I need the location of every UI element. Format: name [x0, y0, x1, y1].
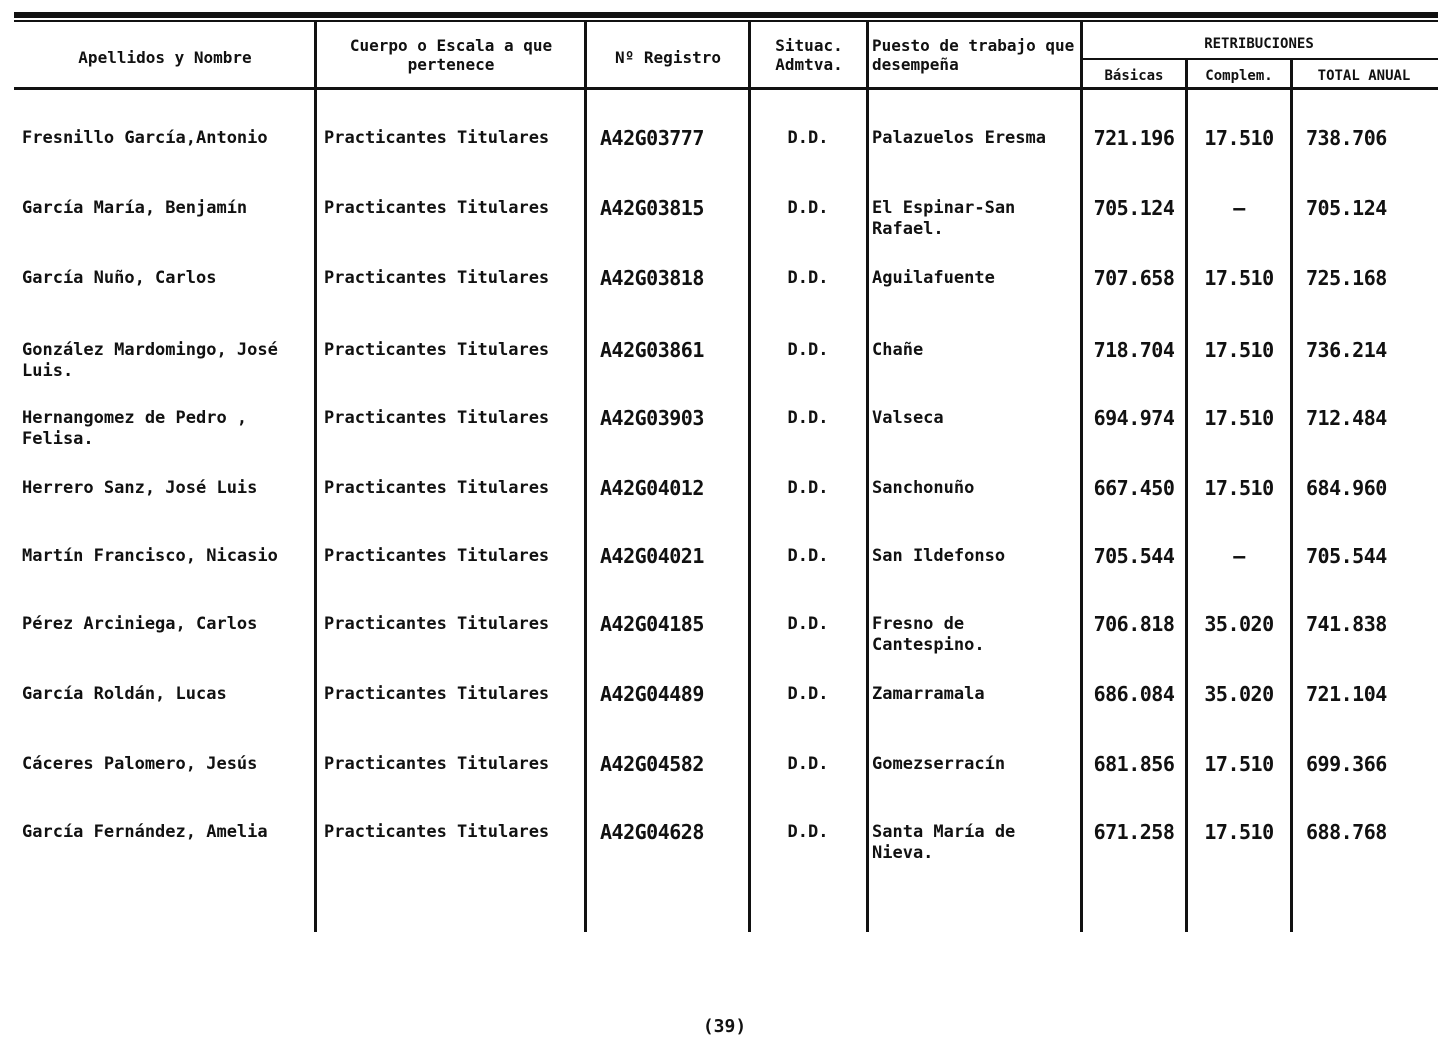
cell-cuerpo: Practicantes Titulares — [324, 128, 550, 148]
cell-cuerpo: Practicantes Titulares — [324, 684, 550, 704]
cell-basicas: 721.196 — [1093, 126, 1175, 150]
cell-complem: 17.510 — [1204, 266, 1274, 290]
cell-registro: A42G04012 — [600, 476, 704, 500]
cell-situacion: D.D. — [787, 546, 829, 566]
cell-total: 699.366 — [1306, 752, 1387, 776]
cell-name: García Fernández, Amelia — [22, 822, 268, 842]
cell-cuerpo: Practicantes Titulares — [324, 614, 550, 634]
cell-puesto: Zamarramala — [872, 684, 985, 704]
cell-basicas: 681.856 — [1093, 752, 1175, 776]
cell-registro: A42G03903 — [600, 406, 704, 430]
cell-cuerpo: Practicantes Titulares — [324, 198, 550, 218]
cell-total: 684.960 — [1306, 476, 1387, 500]
cell-puesto: Palazuelos Eresma — [872, 128, 1046, 148]
cell-name: Fresnillo García,Antonio — [22, 128, 268, 148]
cell-name: Herrero Sanz, José Luis — [22, 478, 258, 498]
cell-complem: 17.510 — [1204, 752, 1274, 776]
header-cuerpo: Cuerpo o Escala a que pertenece — [349, 36, 553, 74]
header-registro: Nº Registro — [615, 48, 721, 67]
retribuciones-rule — [1082, 58, 1438, 60]
cell-puesto: Chañe — [872, 340, 924, 360]
cell-puesto: Fresno de Cantespino. — [872, 614, 985, 655]
cell-situacion: D.D. — [787, 268, 829, 288]
cell-complem: — — [1233, 196, 1245, 220]
cell-name: Pérez Arciniega, Carlos — [22, 614, 258, 634]
cell-registro: A42G03815 — [600, 196, 704, 220]
header-complem: Complem. — [1205, 68, 1273, 84]
cell-situacion: D.D. — [787, 478, 829, 498]
cell-puesto: Aguilafuente — [872, 268, 995, 288]
page-number: (39) — [702, 1016, 747, 1037]
cell-cuerpo: Practicantes Titulares — [324, 408, 550, 428]
cell-basicas: 707.658 — [1093, 266, 1175, 290]
column-divider — [314, 20, 317, 932]
column-divider — [584, 20, 587, 932]
column-divider — [1290, 60, 1293, 932]
cell-complem: 17.510 — [1204, 126, 1274, 150]
cell-registro: A42G03777 — [600, 126, 704, 150]
cell-cuerpo: Practicantes Titulares — [324, 546, 550, 566]
cell-complem: 17.510 — [1204, 338, 1274, 362]
column-divider — [748, 20, 751, 932]
column-divider — [866, 20, 869, 932]
cell-registro: A42G04021 — [600, 544, 704, 568]
cell-complem: — — [1233, 544, 1245, 568]
cell-total: 705.124 — [1306, 196, 1387, 220]
cell-situacion: D.D. — [787, 684, 829, 704]
column-divider — [1080, 20, 1083, 932]
cell-situacion: D.D. — [787, 408, 829, 428]
cell-basicas: 686.084 — [1093, 682, 1175, 706]
header-puesto: Puesto de trabajo que desempeña — [872, 36, 1075, 74]
cell-name: Martín Francisco, Nicasio — [22, 546, 278, 566]
cell-total: 738.706 — [1306, 126, 1387, 150]
cell-puesto: El Espinar-San Rafael. — [872, 198, 1016, 239]
cell-registro: A42G04628 — [600, 820, 704, 844]
cell-registro: A42G04489 — [600, 682, 704, 706]
cell-cuerpo: Practicantes Titulares — [324, 268, 550, 288]
cell-name: García Roldán, Lucas — [22, 684, 227, 704]
cell-basicas: 667.450 — [1093, 476, 1175, 500]
cell-basicas: 694.974 — [1093, 406, 1175, 430]
cell-name: García Nuño, Carlos — [22, 268, 217, 288]
cell-basicas: 706.818 — [1093, 612, 1175, 636]
cell-name: González Mardomingo, José Luis. — [22, 340, 278, 381]
cell-situacion: D.D. — [787, 822, 829, 842]
cell-total: 705.544 — [1306, 544, 1387, 568]
header-total: TOTAL ANUAL — [1317, 68, 1411, 84]
cell-cuerpo: Practicantes Titulares — [324, 822, 550, 842]
cell-total: 721.104 — [1306, 682, 1387, 706]
cell-cuerpo: Practicantes Titulares — [324, 478, 550, 498]
cell-name: Hernangomez de Pedro , Felisa. — [22, 408, 248, 449]
cell-total: 725.168 — [1306, 266, 1387, 290]
cell-basicas: 718.704 — [1093, 338, 1175, 362]
cell-cuerpo: Practicantes Titulares — [324, 754, 550, 774]
header-bottom-rule — [14, 87, 1438, 90]
cell-registro: A42G04185 — [600, 612, 704, 636]
column-divider — [1185, 60, 1188, 932]
cell-complem: 17.510 — [1204, 406, 1274, 430]
cell-complem: 17.510 — [1204, 476, 1274, 500]
cell-total: 736.214 — [1306, 338, 1387, 362]
cell-registro: A42G03861 — [600, 338, 704, 362]
cell-situacion: D.D. — [787, 128, 829, 148]
cell-situacion: D.D. — [787, 614, 829, 634]
cell-total: 688.768 — [1306, 820, 1387, 844]
cell-situacion: D.D. — [787, 198, 829, 218]
cell-name: García María, Benjamín — [22, 198, 248, 218]
cell-complem: 17.510 — [1204, 820, 1274, 844]
header-situacion: Situac. Admtva. — [775, 36, 843, 74]
header-basicas: Básicas — [1104, 68, 1164, 84]
cell-registro: A42G03818 — [600, 266, 704, 290]
cell-name: Cáceres Palomero, Jesús — [22, 754, 258, 774]
cell-puesto: Sanchonuño — [872, 478, 975, 498]
cell-puesto: San Ildefonso — [872, 546, 1006, 566]
table-top-rule — [14, 12, 1438, 18]
header-retribuciones: RETRIBUCIONES — [1204, 36, 1314, 52]
cell-total: 712.484 — [1306, 406, 1387, 430]
cell-basicas: 705.124 — [1093, 196, 1175, 220]
cell-puesto: Gomezserracín — [872, 754, 1006, 774]
cell-situacion: D.D. — [787, 340, 829, 360]
cell-cuerpo: Practicantes Titulares — [324, 340, 550, 360]
cell-basicas: 705.544 — [1093, 544, 1175, 568]
cell-complem: 35.020 — [1204, 682, 1274, 706]
cell-total: 741.838 — [1306, 612, 1387, 636]
cell-puesto: Valseca — [872, 408, 944, 428]
cell-basicas: 671.258 — [1093, 820, 1175, 844]
cell-situacion: D.D. — [787, 754, 829, 774]
table-top-rule-thin — [14, 20, 1438, 22]
cell-registro: A42G04582 — [600, 752, 704, 776]
cell-complem: 35.020 — [1204, 612, 1274, 636]
header-name: Apellidos y Nombre — [78, 48, 252, 67]
cell-puesto: Santa María de Nieva. — [872, 822, 1016, 863]
